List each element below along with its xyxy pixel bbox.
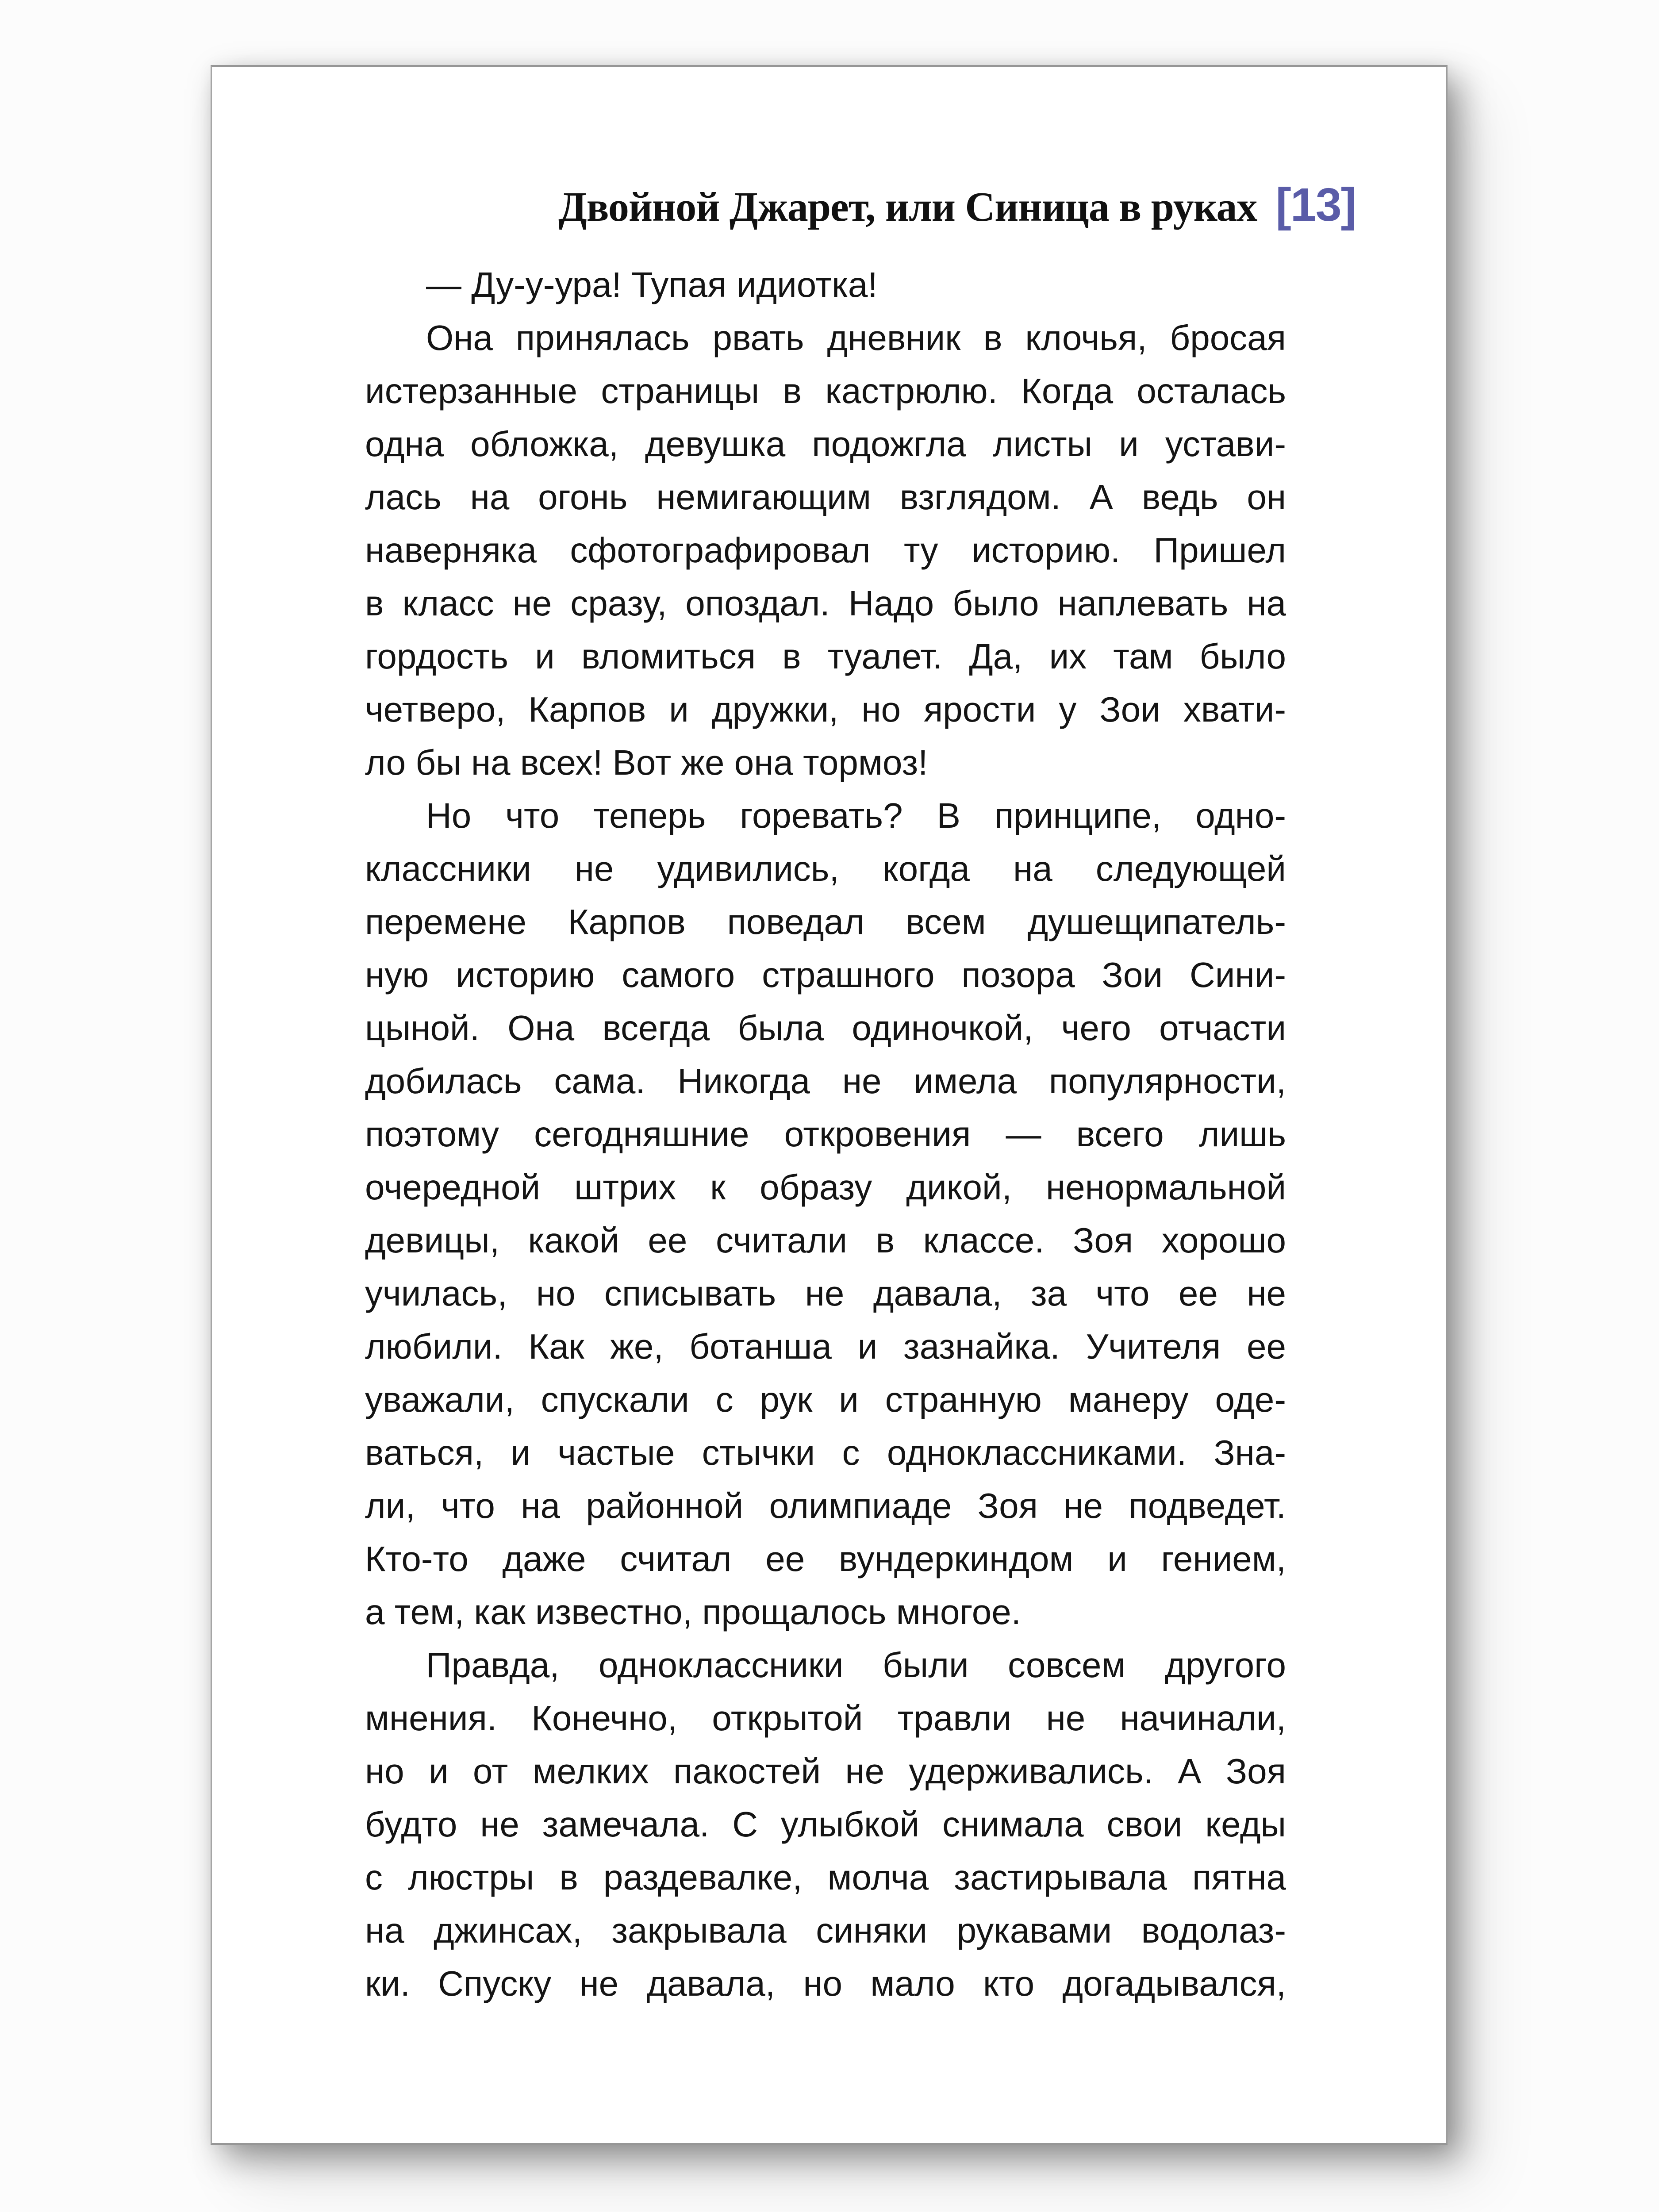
text-line: Кто-то даже считал ее вундеркиндом и гением, bbox=[365, 1539, 1286, 1578]
text-line: с люстры в раздевалке, молча застирывала пятна bbox=[365, 1858, 1286, 1897]
text-line: уважали, спускали с рук и странную манеру оде- bbox=[365, 1380, 1286, 1419]
page-number: [13] bbox=[1275, 179, 1356, 231]
text-line: — Ду-у-ура! Тупая идиотка! bbox=[426, 265, 878, 304]
paragraph bbox=[365, 1639, 1286, 2010]
text-line: четверо, Карпов и дружки, но ярости у Зои хвати- bbox=[365, 690, 1286, 729]
text-line: но и от мелких пакостей не удерживались. А Зоя bbox=[365, 1751, 1286, 1791]
text-line: наверняка сфотографировал ту историю. Пришел bbox=[365, 530, 1286, 570]
text-line: любили. Как же, ботанша и зазнайка. Учителя ее bbox=[365, 1327, 1286, 1366]
paragraph bbox=[365, 258, 1286, 311]
text-line: очередной штрих к образу дикой, ненормальной bbox=[365, 1167, 1286, 1207]
book-page bbox=[211, 65, 1448, 2145]
text-line: перемене Карпов поведал всем душещипатель- bbox=[365, 902, 1286, 941]
text-line: девицы, какой ее считали в классе. Зоя хорошо bbox=[365, 1221, 1286, 1260]
paragraph bbox=[365, 789, 1286, 1639]
text-line: будто не замечала. С улыбкой снимала свои кеды bbox=[365, 1805, 1286, 1844]
text-line: ли, что на районной олимпиаде Зоя не подведет. bbox=[365, 1486, 1286, 1525]
text-line: цыной. Она всегда была одиночкой, чего отчасти bbox=[365, 1008, 1286, 1048]
text-line: ки. Спуску не давала, но мало кто догадывался, bbox=[365, 1964, 1286, 2003]
text-line: добилась сама. Никогда не имела популярности, bbox=[365, 1061, 1286, 1101]
text-line: Она принялась рвать дневник в клочья, бросая bbox=[426, 318, 1286, 357]
text-line: лась на огонь немигающим взглядом. А ведь он bbox=[365, 477, 1286, 517]
text-line: гордость и вломиться в туалет. Да, их там было bbox=[365, 637, 1286, 676]
text-line: училась, но списывать не давала, за что ее не bbox=[365, 1274, 1286, 1313]
body-text bbox=[365, 258, 1286, 2010]
text-line: Но что теперь горевать? В принципе, одно- bbox=[426, 796, 1286, 835]
text-line: в класс не сразу, опоздал. Надо было наплевать на bbox=[365, 584, 1286, 623]
text-line: мнения. Конечно, открытой травли не начинали, bbox=[365, 1698, 1286, 1738]
text-line: а тем, как известно, прощалось многое. bbox=[365, 1592, 1022, 1632]
paragraph bbox=[365, 311, 1286, 789]
text-line: ную историю самого страшного позора Зои Сини- bbox=[365, 955, 1286, 995]
text-line: Правда, одноклассники были совсем другого bbox=[426, 1645, 1286, 1685]
text-line: на джинсах, закрывала синяки рукавами водолаз- bbox=[365, 1911, 1286, 1950]
text-line: поэтому сегодняшние откровения — всего лишь bbox=[365, 1114, 1286, 1154]
page-header bbox=[558, 178, 1356, 232]
text-line: истерзанные страницы в кастрюлю. Когда осталась bbox=[365, 371, 1286, 411]
text-line: ло бы на всех! Вот же она тормоз! bbox=[365, 743, 928, 782]
text-line: одна обложка, девушка подожгла листы и устави- bbox=[365, 424, 1286, 464]
text-line: ваться, и частые стычки с одноклассниками. Зна- bbox=[365, 1433, 1286, 1472]
running-title: Двойной Джарет, или Синица в руках bbox=[558, 184, 1257, 230]
text-line: классники не удивились, когда на следующей bbox=[365, 849, 1286, 888]
